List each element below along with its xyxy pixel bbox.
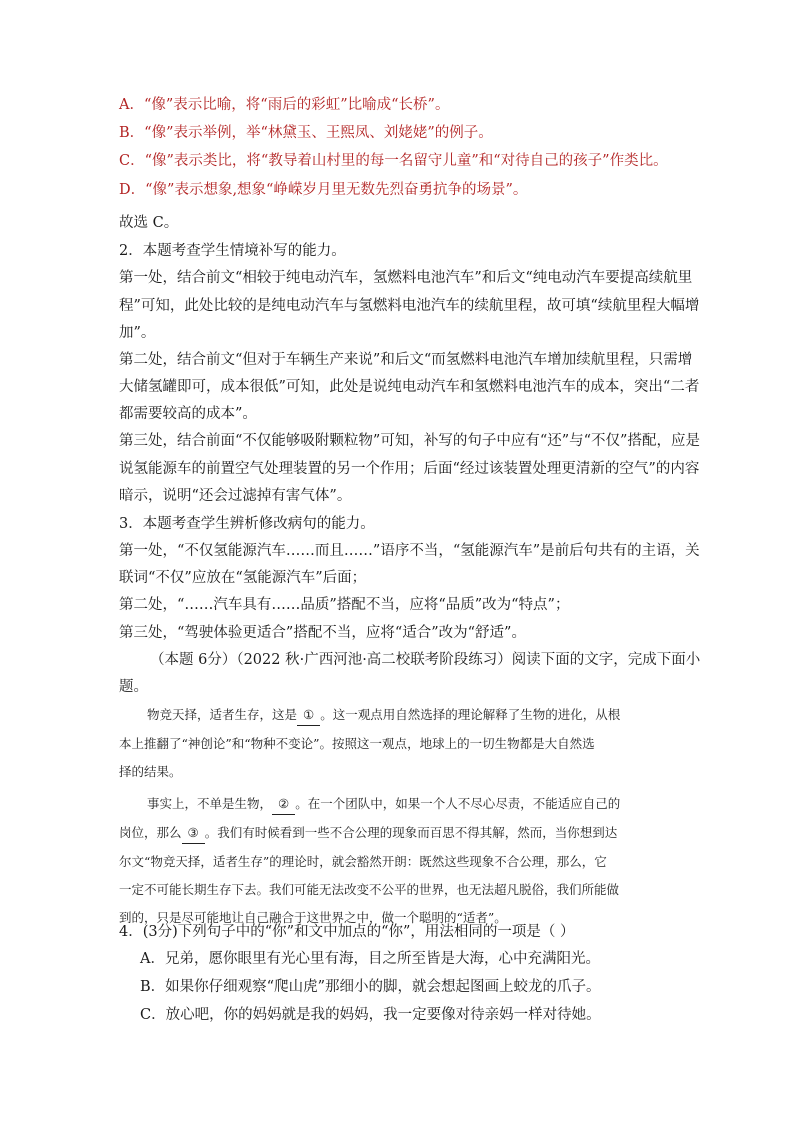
q2-p1-line3: 加”。 <box>119 325 156 341</box>
q2-p2-line1: 第二处，结合前文“但对于车辆生产来说”和后文“而氢燃料电池汽车增加续航里程，只需增 <box>119 352 693 368</box>
passage-para2-line5: 到的，只是尽可能地让自己融合于这世界之中，做一个聪明的“适者”。 <box>119 910 507 925</box>
reading-passage <box>119 705 674 928</box>
passage-para1-line1: 物竞天择，适者生存，这是 ① 。这一观点用自然选择的理论解释了生物的进化，从根 <box>119 705 674 726</box>
blank-1: ① <box>297 705 320 726</box>
passage-para2-line4: 一定不可能长期生存下去。我们可能无法改变不公平的世界，也无法超凡脱俗，我们所能做 <box>119 882 620 897</box>
option-a: A．“像”表示比喻，将“雨后的彩虹”比喻成“长桥”。 <box>119 97 450 113</box>
section-intro-line1: （本题 6分）（2022 秋·广西河池·高二校联考阶段练习）阅读下面的文字，完成下面小 <box>150 652 701 668</box>
passage-para2-line2: 岗位，那么 ③ 。我们有时候看到一些不合公理的现象而百思不得其解，然而，当你想到达 <box>119 823 674 844</box>
q3-p1-line2: 联词“不仅”应放在“氢能源汽车”后面； <box>119 570 367 586</box>
q4-option-c: C．放心吧，你的妈妈就是我的妈妈，我一定要像对待亲妈一样对待她。 <box>140 1007 601 1023</box>
q3-p3: 第三处，“驾驶体验更适合”搭配不当，应将“适合”改为“舒适”。 <box>119 625 526 641</box>
q2-p3-line3: 暗示，说明“还会过滤掉有害气体”。 <box>119 488 352 504</box>
passage-para1-line2: 本上推翻了“神创论”和“物种不变论”。按照这一观点，地球上的一切生物都是大自然选 <box>119 736 595 751</box>
q4-option-b: B．如果你仔细观察“爬山虎”那细小的脚，就会想起图画上蛟龙的爪子。 <box>140 979 601 995</box>
q3-p2: 第二处，“……汽车具有……品质”搭配不当，应将“品质”改为“特点”； <box>119 597 570 613</box>
section-intro-line2: 题。 <box>119 679 148 695</box>
option-c: C．“像”表示类比，将“教导着山村里的每一名留守儿童”和“对待自己的孩子”作类比。 <box>119 153 668 169</box>
option-b: B．“像”表示举例，举“林黛玉、王熙凤、刘姥姥”的例子。 <box>119 125 493 141</box>
blank-3: ③ <box>182 823 205 844</box>
blank-2: ② <box>272 794 295 815</box>
q2-p2-line3: 都需要较高的成本”。 <box>119 406 257 422</box>
q3-p1-line1: 第一处，“不仅氢能源汽车……而且……”语序不当，“氢能源汽车”是前后句共有的主语，关 <box>119 543 700 559</box>
passage-para2-line3: 尔文“物竞天择，适者生存”的理论时，就会豁然开朗：既然这些现象不合公理，那么，它 <box>119 854 607 869</box>
q3-heading: 3．本题考查学生辨析修改病句的能力。 <box>119 516 375 532</box>
q2-heading: 2．本题考查学生情境补写的能力。 <box>119 243 346 259</box>
q2-p3-line1: 第三处，结合前面“不仅能够吸附颗粒物”可知，补写的句子中应有“还”与“不仅”搭配，应是 <box>119 433 700 449</box>
q2-p1-line2: 程”可知，此处比较的是纯电动汽车与氢燃料电池汽车的续航里程，故可填“续航里程大幅增 <box>119 298 700 314</box>
q4-option-a: A．兄弟，愿你眼里有光心里有海，目之所至皆是大海，心中充满阳光。 <box>140 951 600 967</box>
q2-p2-line2: 大储氢罐即可，成本很低”可知，此处是说纯电动汽车和氢燃料电池汽车的成本，突出“二者 <box>119 379 700 395</box>
passage-para1-line3: 择的结果。 <box>119 764 182 779</box>
answer-choice: 故选 C。 <box>119 215 179 231</box>
q4-stem: 4．(3分)下列句子中的“你”和文中加点的“你”，用法相同的一项是（ ） <box>119 924 575 940</box>
option-d: D．“像”表示想象,想象“峥嵘岁月里无数先烈奋勇抗争的场景”。 <box>119 182 528 198</box>
q2-p3-line2: 说氢能源车的前置空气处理装置的另一个作用；后面“经过该装置处理更清新的空气”的内容 <box>119 461 700 477</box>
q2-p1-line1: 第一处，结合前文“相较于纯电动汽车，氢燃料电池汽车”和后文“纯电动汽车要提高续航里 <box>119 270 693 286</box>
passage-para2-line1: 事实上，不单是生物， ② 。在一个团队中，如果一个人不尽心尽责，不能适应自己的 <box>119 794 674 815</box>
